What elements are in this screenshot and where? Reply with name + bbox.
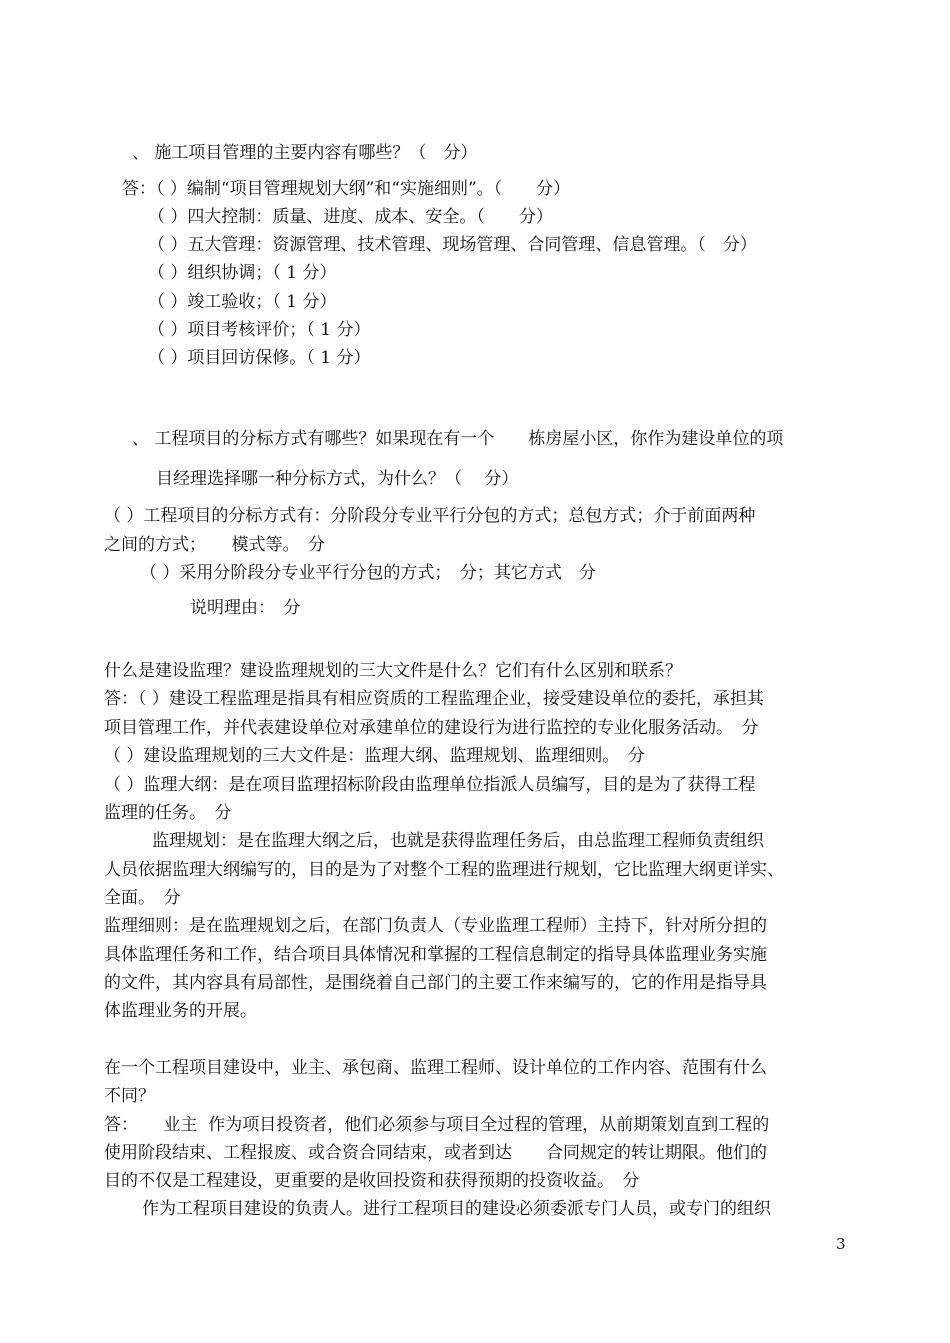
- question-4-answer-line: 答： 业主 作为项目投资者，他们必须参与项目全过程的管理，从前期策划直到工程的: [104, 1115, 770, 1135]
- question-4-answer-line: 目的不仅是工程建设，更重要的是收回投资和获得预期的投资收益。 分: [104, 1171, 640, 1191]
- question-3-answer-line: 监理细则：是在监理规划之后，在部门负责人（专业监理工程师）主持下，针对所分担的: [104, 916, 767, 936]
- page-number: 3: [836, 1235, 846, 1253]
- question-3-answer-line: 全面。 分: [104, 888, 181, 908]
- question-2-answer-line: 之间的方式； 模式等。 分: [104, 535, 325, 555]
- question-2-answer-line: （ ）采用分阶段分专业平行分包的方式； 分；其它方式 分: [140, 563, 596, 583]
- question-3-answer-line: 监理的任务。 分: [104, 803, 232, 823]
- question-1-answer-line: （ ）五大管理：资源管理、技术管理、现场管理、合同管理、信息管理。（ 分）: [148, 235, 757, 255]
- question-3-answer-line: （ ）建设监理规划的三大文件是：监理大纲、监理规划、监理细则。 分: [104, 746, 645, 766]
- question-2-title: 、 工程项目的分标方式有哪些？如果现在有一个 栋房屋小区，你作为建设单位的项: [132, 429, 784, 449]
- question-1-title: 、 施工项目管理的主要内容有哪些？（ 分）: [132, 143, 478, 163]
- question-4-title: 在一个工程项目建设中，业主、承包商、监理工程师、设计单位的工作内容、范围有什么: [104, 1058, 767, 1078]
- question-3-answer-line: 监理规划：是在监理大纲之后，也就是获得监理任务后，由总监理工程师负责组织: [152, 831, 764, 851]
- question-1-answer-line: 答：（ ）编制“项目管理规划大纲”和“实施细则”。（ 分）: [122, 179, 571, 199]
- question-2-answer-line: （ ）工程项目的分标方式有：分阶段分专业平行分包的方式；总包方式；介于前面两种: [104, 506, 756, 526]
- question-1-answer-line: （ ）项目考核评价；（ 1 分）: [148, 320, 371, 340]
- question-1-answer-line: （ ）四大控制：质量、进度、成本、安全。（ 分）: [148, 207, 553, 227]
- question-4-answer-line: 使用阶段结束、工程报废、或合资合同结束，或者到达 合同规定的转让期限。他们的: [104, 1143, 767, 1163]
- question-1-answer-line: （ ）竣工验收；（ 1 分）: [148, 292, 337, 312]
- question-3-answer-line: 的文件，其内容具有局部性，是围绕着自己部门的主要工作来编写的，它的作用是指导具: [104, 973, 767, 993]
- question-2-answer-line: 说明理由： 分: [190, 598, 301, 618]
- question-4-title-continued: 不同？: [104, 1086, 155, 1106]
- question-2-title-continued: 目经理选择哪一种分标方式，为什么？（ 分）: [156, 469, 519, 489]
- question-3-answer-line: 人员依据监理大纲编写的，目的是为了对整个工程的监理进行规划，它比监理大纲更详实、: [104, 860, 784, 880]
- question-4-answer-line: 作为工程项目建设的负责人。进行工程项目的建设必须委派专门人员，或专门的组织: [142, 1199, 771, 1219]
- question-3-answer-line: 体监理业务的开展。: [104, 1001, 257, 1021]
- question-1-answer-line: （ ）项目回访保修。（ 1 分）: [148, 348, 371, 368]
- question-3-answer-line: （ ）监理大纲：是在项目监理招标阶段由监理单位指派人员编写，目的是为了获得工程: [104, 775, 756, 795]
- question-3-answer-line: 答：（ ）建设工程监理是指具有相应资质的工程监理企业，接受建设单位的委托，承担其: [104, 689, 764, 709]
- question-3-title: 什么是建设监理？建设监理规划的三大文件是什么？它们有什么区别和联系？: [104, 661, 682, 681]
- question-1-answer-line: （ ）组织协调；（ 1 分）: [148, 263, 337, 283]
- question-3-answer-line: 具体监理任务和工作，结合项目具体情况和掌握的工程信息制定的指导具体监理业务实施: [104, 945, 767, 965]
- question-3-answer-line: 项目管理工作，并代表建设单位对承建单位的建设行为进行监控的专业化服务活动。 分: [104, 718, 759, 738]
